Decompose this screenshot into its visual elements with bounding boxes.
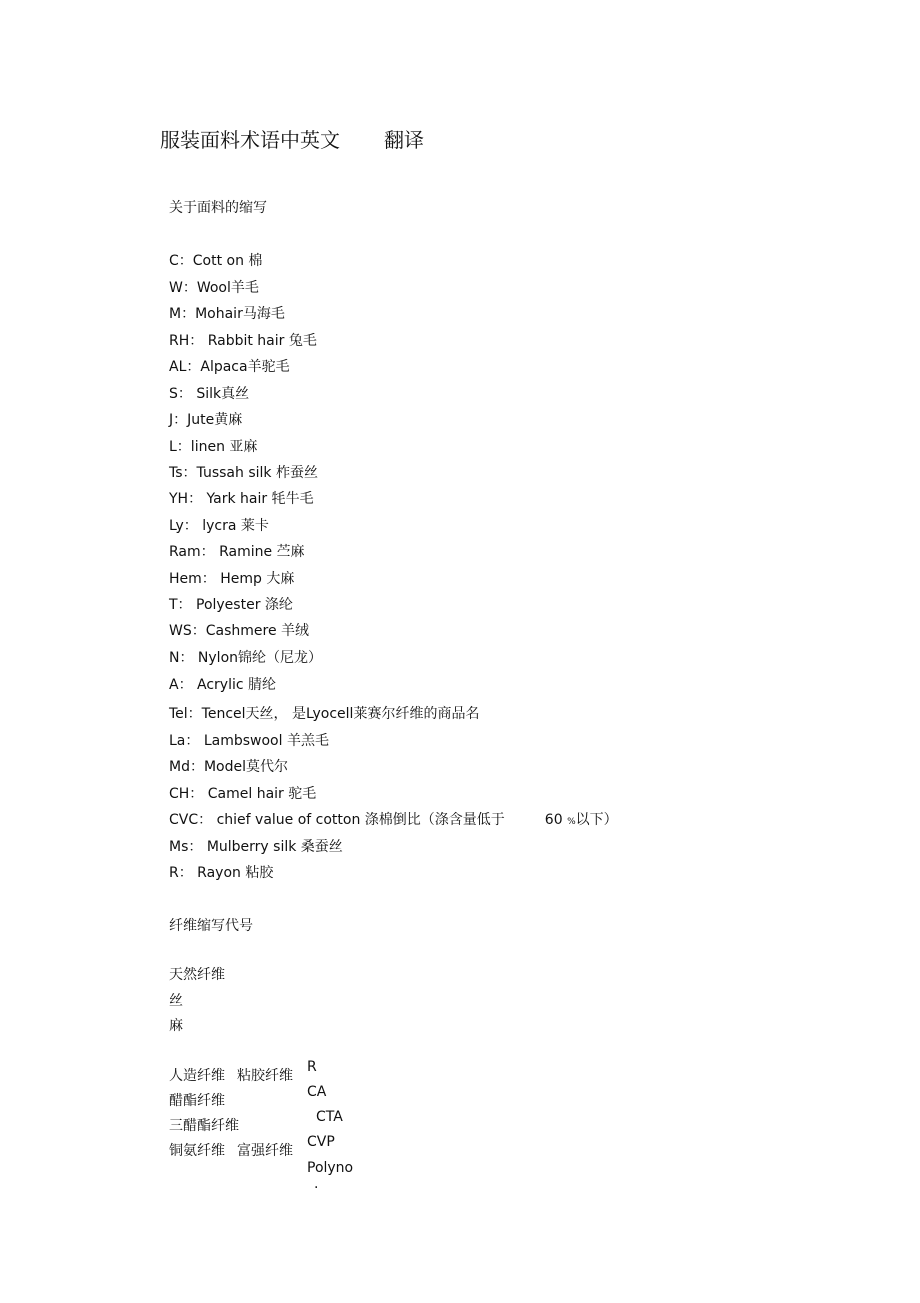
natural-fiber-item: 麻 [169, 1018, 183, 1034]
manmade-fiber-row [169, 1065, 293, 1085]
title-main: 服装面料术语中英文 [160, 128, 340, 152]
abbr-line: M：Mohair马海毛 [169, 306, 285, 322]
fiber-code: CVP [307, 1134, 335, 1150]
cvc-text: CVC： chief value of cotton 涤棉倒比（涤含量低于 [169, 812, 505, 828]
viscose-fiber-label: 粘胶纤维 [237, 1068, 293, 1084]
abbr-line: T： Polyester 涤纶 [169, 597, 293, 613]
abbr-line: WS：Cashmere 羊绒 [169, 623, 310, 639]
abbr-line: Ram： Ramine 苎麻 [169, 544, 305, 560]
abbr-line: Ly： lycra 莱卡 [169, 518, 269, 534]
abbr-line: YH： Yark hair 牦牛毛 [169, 491, 314, 507]
cvc-value: 60 [544, 812, 563, 828]
abbr-line: C：Cott on 棉 [169, 253, 263, 269]
abbr-line: Ms： Mulberry silk 桑蚕丝 [169, 839, 343, 855]
abbr-line: La： Lambswool 羊羔毛 [169, 733, 329, 749]
cvc-unit: % [567, 817, 576, 827]
fiber-code: R [307, 1059, 317, 1075]
abbr-line: Hem： Hemp 大麻 [169, 571, 295, 587]
fiber-code: CA [307, 1084, 327, 1100]
abbr-line: J：Jute黄麻 [169, 412, 243, 428]
abbr-line: AL：Alpaca羊驼毛 [169, 359, 290, 375]
cupro-fiber-label: 铜氨纤维 [169, 1143, 225, 1159]
abbr-line: CH： Camel hair 驼毛 [169, 786, 317, 802]
abbr-line-cvc [169, 809, 618, 829]
abbr-line: L：linen 亚麻 [169, 439, 258, 455]
natural-fiber-item: 丝 [169, 993, 183, 1009]
cvc-suffix: 以下） [575, 812, 618, 828]
abbr-line: W：Wool羊毛 [169, 280, 259, 296]
abbr-line: Md：Model莫代尔 [169, 759, 288, 775]
polynosic-fiber-label: 富强纤维 [237, 1143, 293, 1159]
abbr-line: Tel：Tencel天丝， 是Lyocell莱赛尔纤维的商品名 [169, 706, 480, 722]
section-heading-abbreviations: 关于面料的缩写 [169, 200, 267, 216]
fiber-code: CTA [316, 1109, 343, 1125]
abbr-line: S： Silk真丝 [169, 386, 250, 402]
manmade-fiber-label: 人造纤维 [169, 1068, 225, 1084]
cupro-fiber-row [169, 1140, 293, 1160]
fiber-code: Polyno [307, 1160, 354, 1176]
clipped-text-fragment: . [314, 1176, 319, 1192]
abbr-line: A： Acrylic 腈纶 [169, 677, 277, 693]
section-heading-fiber-codes: 纤维缩写代号 [169, 918, 253, 934]
abbr-line: Ts：Tussah silk 柞蚕丝 [169, 465, 318, 481]
abbr-line: N： Nylon锦纶（尼龙） [169, 650, 323, 666]
natural-fiber-heading: 天然纤维 [169, 967, 225, 983]
page-title [160, 124, 424, 153]
abbr-line: R： Rayon 粘胶 [169, 865, 274, 881]
abbr-line: RH： Rabbit hair 兔毛 [169, 333, 317, 349]
title-suffix: 翻译 [384, 128, 424, 152]
triacetate-fiber-label: 三醋酯纤维 [169, 1118, 239, 1134]
acetate-fiber-label: 醋酯纤维 [169, 1093, 225, 1109]
